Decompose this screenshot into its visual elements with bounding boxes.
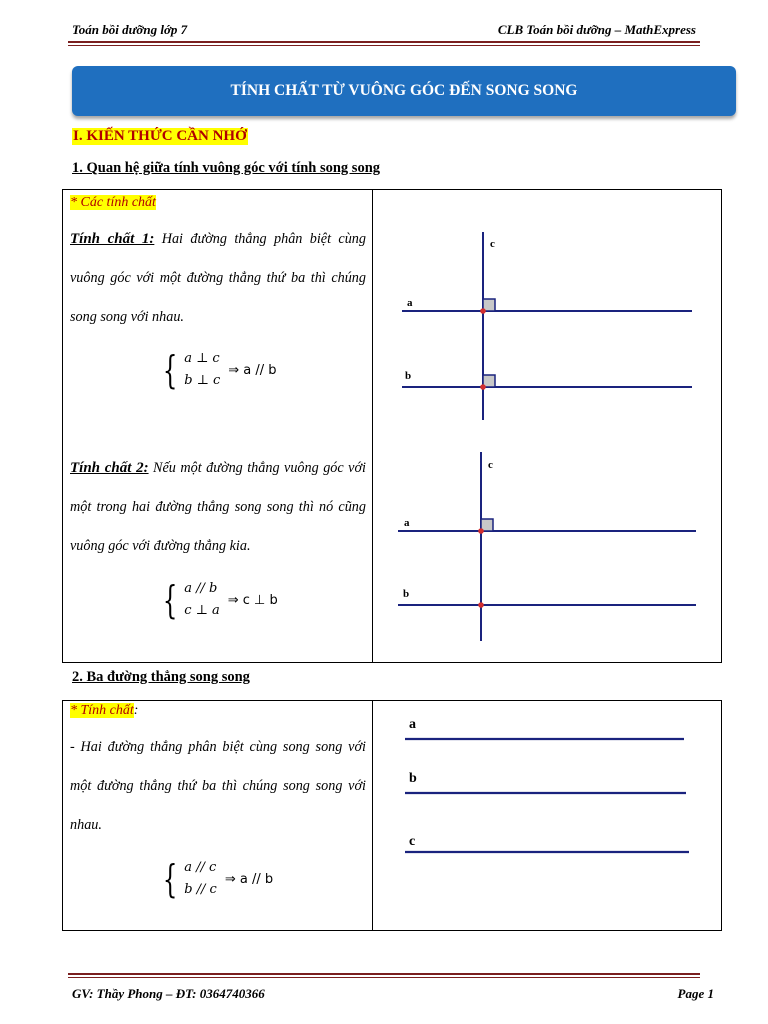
label-b: b: [409, 771, 417, 786]
label-b: b: [403, 588, 410, 600]
property-3-paragraph: [70, 728, 366, 845]
subheading-2: 2. Ba đường thẳng song song: [72, 669, 250, 685]
label-a: a: [407, 297, 413, 309]
system-row: c ⊥ a: [184, 603, 220, 618]
header-rule: [68, 41, 700, 43]
header-left: Toán bồi dưỡng lớp 7: [72, 22, 188, 37]
label-a: a: [409, 717, 416, 732]
property-2-text: Nếu một đường thẳng vuông góc với một trong hai đường thẳng song song thì nó cũng vuông góc với đường thẳng kia.: [70, 460, 366, 554]
property-2-paragraph: [70, 449, 366, 566]
page-title: TÍNH CHẤT TỪ VUÔNG GÓC ĐẾN SONG SONG: [230, 82, 578, 99]
header-rule-thin: [68, 45, 700, 46]
figure-cell-1: [373, 190, 722, 663]
label-b: b: [405, 370, 412, 382]
property-1-label: Tính chất 1:: [70, 231, 155, 247]
property-2-label: Tính chất 2:: [70, 460, 149, 476]
subheading-1: 1. Quan hệ giữa tính vuông góc với tính song song: [72, 160, 381, 176]
property-3-system: [158, 857, 273, 901]
system-result: ⇒ a // b: [224, 871, 274, 887]
label-c: c: [409, 834, 416, 849]
system-row: b ⊥ c: [184, 373, 221, 388]
system-result: ⇒ c ⊥ b: [227, 592, 278, 608]
properties-tag-text: * Các tính chất: [70, 195, 156, 210]
brace-icon: {: [162, 857, 178, 901]
footer-rule: [68, 973, 700, 975]
property-1-system: [158, 348, 277, 392]
system-row: a // b: [184, 581, 218, 596]
header-right: CLB Toán bồi dưỡng – MathExpress: [497, 22, 696, 37]
label-a: a: [404, 517, 410, 529]
page-number: Page 1: [677, 986, 714, 1001]
brace-icon: {: [162, 578, 178, 622]
property-2-system: [158, 578, 278, 622]
system-row: b // c: [184, 882, 217, 897]
section-heading: I. KIẾN THỨC CẦN NHỚ: [73, 128, 247, 144]
property-3-text: - Hai đường thẳng phân biệt cùng song song với một đường thẳng thứ ba thì chúng song song với nhau.: [70, 739, 366, 833]
title-banner: [72, 66, 736, 116]
properties-tag: [70, 193, 156, 211]
property-tag-2-text: * Tính chất: [70, 703, 134, 718]
figure-cell-2: [373, 701, 722, 931]
property-tag-2: [70, 703, 138, 719]
property-1-paragraph: [70, 220, 366, 337]
property-1-text: Hai đường thẳng phân biệt cùng vuông góc với một đường thẳng thứ ba thì chúng song song với nhau.: [70, 231, 366, 325]
system-row: a ⊥ c: [184, 351, 220, 366]
system-result: ⇒ a // b: [228, 362, 277, 378]
brace-icon: {: [162, 348, 178, 392]
label-c: c: [490, 238, 495, 250]
footer-rule-thin: [68, 977, 700, 978]
label-c: c: [488, 459, 493, 471]
system-row: a // c: [184, 860, 217, 875]
footer-left: GV: Thầy Phong – ĐT: 0364740366: [72, 986, 265, 1001]
property-tag-2-colon: :: [133, 703, 139, 718]
